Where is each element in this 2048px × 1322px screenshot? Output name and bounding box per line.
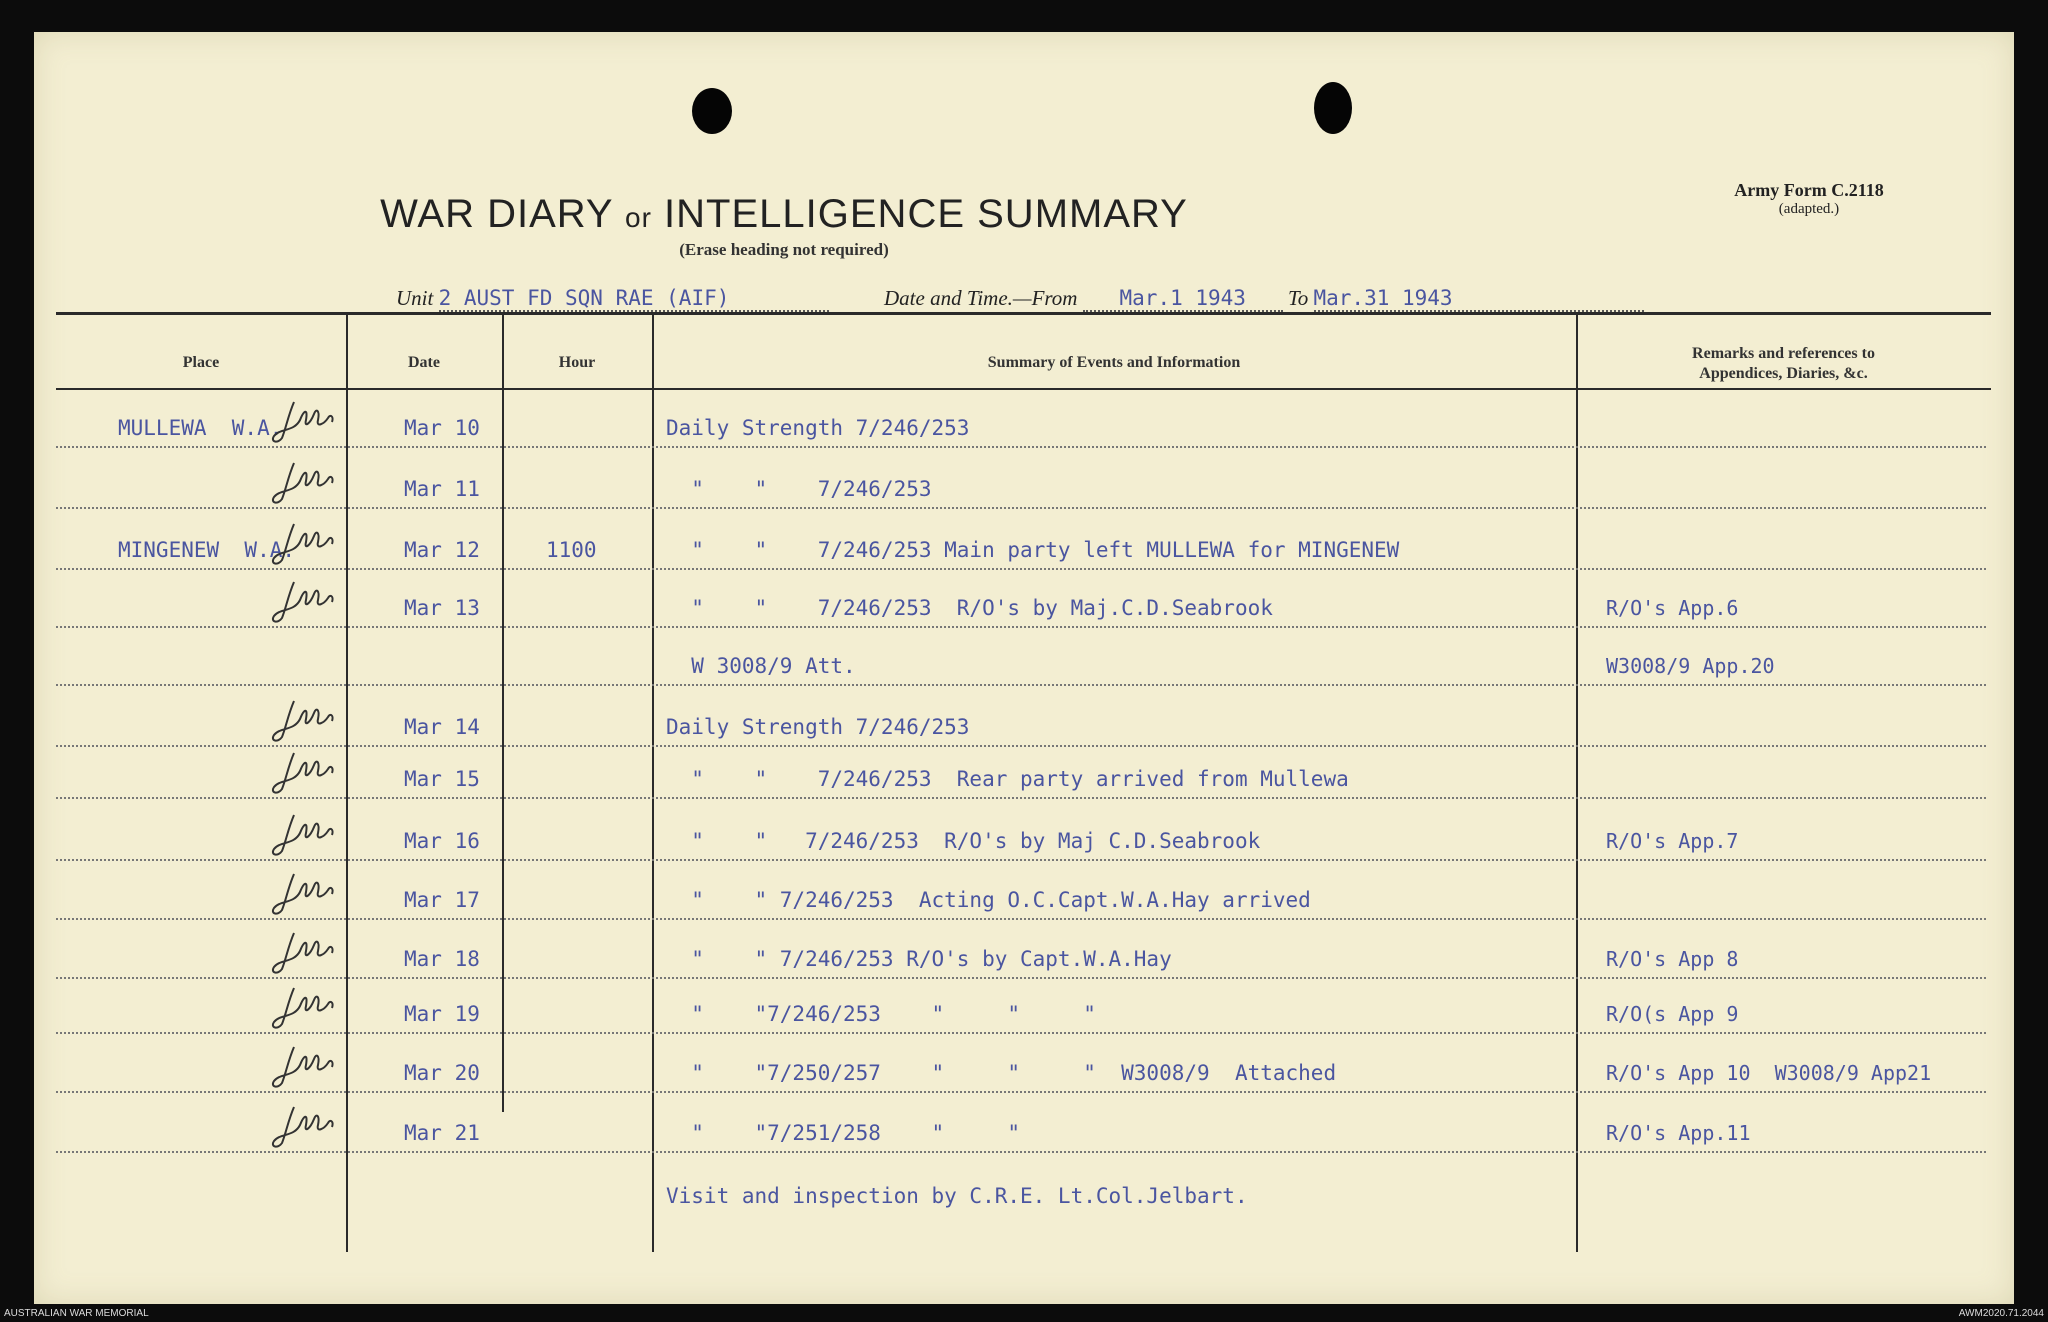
- title-main: WAR DIARY: [380, 192, 613, 236]
- row-rule: [56, 745, 1986, 747]
- row-10-date: Mar 18: [404, 947, 480, 971]
- row-rule: [56, 1032, 1986, 1034]
- row-3-date: Mar 12: [404, 538, 480, 562]
- col-head-summary: Summary of Events and Information: [987, 354, 1241, 371]
- row-rule: [56, 446, 1986, 448]
- row-8-remarks: R/O's App.7: [1606, 829, 1739, 853]
- col-divider-date: [346, 312, 348, 1252]
- row-rule: [56, 977, 1986, 979]
- unit-value: 2 AUST FD SQN RAE (AIF): [439, 286, 829, 312]
- unit-line: [396, 286, 829, 312]
- title-end: INTELLIGENCE SUMMARY: [664, 192, 1188, 236]
- row-7-date: Mar 15: [404, 767, 480, 791]
- row-11-summary: " "7/246/253 " " ": [666, 1002, 1096, 1026]
- initials-signature: [264, 749, 344, 797]
- row-6-summary: Daily Strength 7/246/253: [666, 715, 970, 739]
- col-head-hour: Hour: [558, 354, 596, 371]
- row-13-remarks: R/O's App.11: [1606, 1121, 1751, 1145]
- date-line: [884, 286, 1644, 312]
- row-10-summary: " " 7/246/253 R/O's by Capt.W.A.Hay: [666, 947, 1172, 971]
- row-3-hour: 1100: [546, 538, 597, 562]
- row-6-date: Mar 14: [404, 715, 480, 739]
- diary-page: [34, 32, 2014, 1304]
- row-12-remarks: R/O's App 10 W3008/9 App21: [1606, 1061, 1932, 1085]
- to-label: To: [1287, 286, 1309, 310]
- row-2-summary: " " 7/246/253: [666, 477, 932, 501]
- row-12-summary: " "7/250/257 " " " W3008/9 Attached: [666, 1061, 1337, 1085]
- remarks-head-line1: Remarks and references to: [1692, 345, 1875, 362]
- row-rule: [56, 918, 1986, 920]
- row-13-date: Mar 21: [404, 1121, 480, 1145]
- row-9-date: Mar 17: [404, 888, 480, 912]
- initials-signature: [264, 459, 344, 507]
- initials-signature: [264, 1043, 344, 1091]
- row-rule: [56, 626, 1986, 628]
- row-rule: [56, 684, 1986, 686]
- page-title: [34, 192, 1534, 237]
- col-divider-remarks: [1576, 312, 1578, 1252]
- initials-signature: [264, 984, 344, 1032]
- initials-signature: [264, 398, 344, 446]
- row-5-summary: W 3008/9 Att.: [666, 654, 856, 678]
- row-12-date: Mar 20: [404, 1061, 480, 1085]
- diary-table: [56, 312, 1991, 1252]
- date-to: Mar.31 1943: [1314, 286, 1644, 312]
- unit-label: Unit: [396, 286, 434, 310]
- row-4-remarks: R/O's App.6: [1606, 596, 1739, 620]
- row-1-summary: Daily Strength 7/246/253: [666, 416, 970, 440]
- row-rule: [56, 859, 1986, 861]
- row-8-summary: " " 7/246/253 R/O's by Maj C.D.Seabrook: [666, 829, 1261, 853]
- date-from: Mar.1 1943: [1083, 286, 1283, 312]
- row-rule: [56, 1151, 1986, 1153]
- initials-signature: [264, 870, 344, 918]
- erase-note: (Erase heading not required): [679, 240, 889, 259]
- army-form-note: (adapted.): [1778, 201, 1840, 217]
- row-1-date: Mar 10: [404, 416, 480, 440]
- row-10-remarks: R/O's App 8: [1606, 947, 1739, 971]
- row-4-summary: " " 7/246/253 R/O's by Maj.C.D.Seabrook: [666, 596, 1273, 620]
- row-1-place: MULLEWA W.A.: [118, 416, 283, 440]
- row-2-date: Mar 11: [404, 477, 480, 501]
- row-8-date: Mar 16: [404, 829, 480, 853]
- col-head-date: Date: [408, 354, 440, 371]
- punch-hole-left: [692, 88, 732, 134]
- footer-accession: AWM2020.71.2044: [1958, 1308, 2044, 1319]
- initials-signature: [264, 811, 344, 859]
- row-rule: [56, 568, 1986, 570]
- row-rule: [56, 507, 1986, 509]
- army-form-label: Army Form C.2118: [1734, 180, 1884, 200]
- initials-signature: [264, 578, 344, 626]
- row-rule: [56, 1091, 1986, 1093]
- footer-credit: AUSTRALIAN WAR MEMORIAL: [4, 1308, 149, 1319]
- row-3-summary: " " 7/246/253 Main party left MULLEWA for MINGENEW: [666, 538, 1400, 562]
- row-5-remarks: W3008/9 App.20: [1606, 654, 1775, 678]
- army-form-number: [1684, 180, 1934, 218]
- row-rule: [56, 797, 1986, 799]
- row-4-date: Mar 13: [404, 596, 480, 620]
- punch-hole-right: [1314, 82, 1352, 134]
- col-divider-hour: [502, 312, 504, 1112]
- remarks-head-line2: Appendices, Diaries, &c.: [1699, 365, 1868, 382]
- date-label: Date and Time.—From: [884, 286, 1078, 310]
- row-14-summary: Visit and inspection by C.R.E. Lt.Col.Jelbart.: [666, 1184, 1248, 1208]
- row-7-summary: " " 7/246/253 Rear party arrived from Mullewa: [666, 767, 1349, 791]
- initials-signature: [264, 697, 344, 745]
- title-or: or: [625, 202, 652, 233]
- row-11-remarks: R/O(s App 9: [1606, 1002, 1739, 1026]
- col-divider-summary: [652, 312, 654, 1252]
- initials-signature: [264, 1103, 344, 1151]
- row-9-summary: " " 7/246/253 Acting O.C.Capt.W.A.Hay arrived: [666, 888, 1311, 912]
- row-13-summary: " "7/251/258 " ": [666, 1121, 1021, 1145]
- initials-signature: [264, 929, 344, 977]
- row-11-date: Mar 19: [404, 1002, 480, 1026]
- col-head-remarks: [1576, 344, 1991, 384]
- initials-signature: [264, 520, 344, 568]
- row-3-place: MINGENEW W.A.: [118, 538, 296, 562]
- col-head-place: Place: [182, 354, 220, 371]
